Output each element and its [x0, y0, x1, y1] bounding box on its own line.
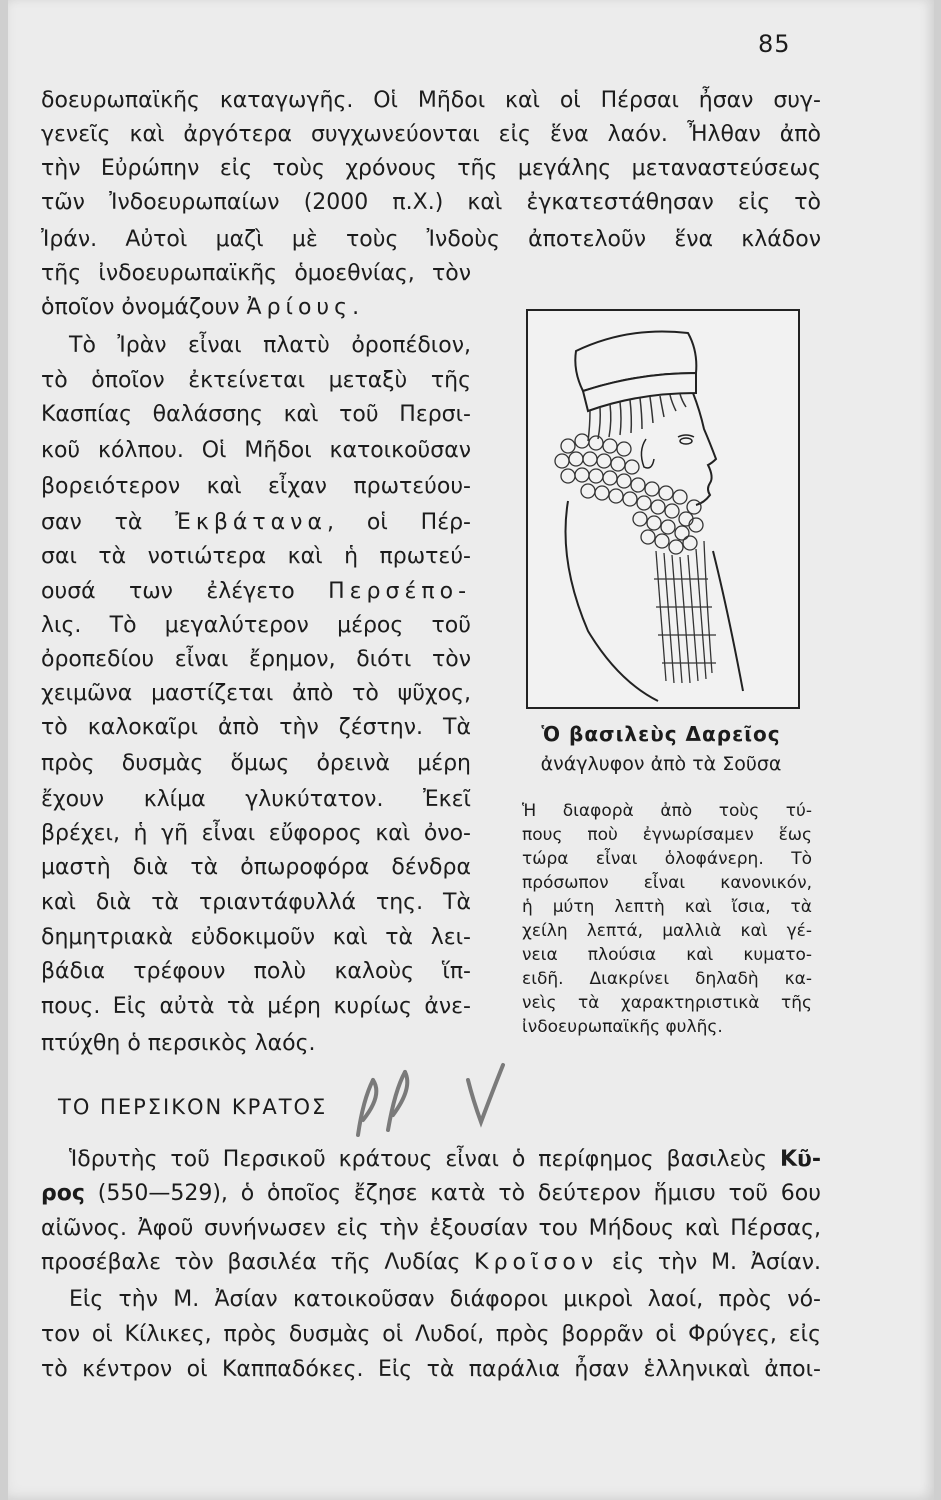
- note-line: πους ποὺ ἐγνωρίσαμεν ἕως: [522, 825, 812, 845]
- text-line: τῆς ἰνδοευρωπαϊκῆς ὁμοεθνίας, τὸν: [41, 261, 471, 286]
- text-line: ὁποῖον ὀνομάζουν Ἀρίους.: [41, 295, 365, 320]
- text-line: πρὸς δυσμὰς ὅμως ὀρεινὰ μέρη: [41, 751, 471, 776]
- figure-caption-title: Ὁ βασιλεὺς Δαρεῖος: [541, 722, 781, 746]
- text-line: δημητριακὰ εὐδοκιμοῦν καὶ τὰ λει-: [41, 925, 471, 950]
- text-line: βάδια τρέφουν πολὺ καλοὺς ἵπ-: [41, 959, 471, 984]
- page-number: 85: [758, 30, 791, 58]
- text-line: πους. Εἰς αὐτὰ τὰ μέρη κυρίως ἀνε-: [41, 994, 471, 1019]
- spaced-word: Κροῖσον: [474, 1250, 599, 1275]
- spaced-word: Ἐκβάτανα: [175, 510, 327, 535]
- portrait-drawing: [528, 311, 798, 707]
- pencil-marks: [343, 1060, 513, 1150]
- note-line: νεὶς τὰ χαρακτηριστικὰ τῆς: [522, 993, 812, 1013]
- note-line: τώρα εἶναι ὁλοφάνερη. Τὸ: [522, 849, 812, 869]
- note-line: νεια πλούσια καὶ κυματο-: [522, 945, 812, 965]
- spaced-word: Ἀρίους.: [246, 295, 365, 320]
- text-line: Εἰς τὴν Μ. Ἀσίαν κατοικοῦσαν διάφοροι μικροὶ λαοί, πρὸς νό-: [69, 1287, 821, 1312]
- text-line: τον οἱ Κίλικες, πρὸς δυσμὰς οἱ Λυδοί, πρὸς βορρᾶν οἱ Φρύγες, εἰς: [41, 1322, 821, 1347]
- text-line: αἰῶνος. Ἀφοῦ συνήνωσεν εἰς τὴν ἐξουσίαν του Μήδους καὶ Πέρσας,: [41, 1216, 821, 1241]
- spaced-word: Περσέπο-: [328, 579, 472, 604]
- text-line: πτύχθη ὁ περσικὸς λαός.: [41, 1031, 316, 1056]
- text-line: σαν τὰ Ἐκβάτανα, οἱ Πέρ-: [41, 510, 471, 535]
- text-line: χειμῶνα μαστίζεται ἀπὸ τὸ ψῦχος,: [41, 681, 471, 706]
- text-line: Κασπίας θαλάσσης καὶ τοῦ Περσι-: [41, 402, 471, 427]
- note-line: ἰνδοευρωπαϊκῆς φυλῆς.: [522, 1017, 723, 1037]
- text-line: Ἰράν. Αὐτοὶ μαζὶ μὲ τοὺς Ἰνδοὺς ἀποτελοῦν ἕνα κλάδον: [41, 227, 821, 252]
- text-line: γενεῖς καὶ ἀργότερα συγχωνεύονται εἰς ἕνα λαόν. Ἦλθαν ἀπὸ: [41, 122, 821, 147]
- text-line: Τὸ Ἰρὰν εἶναι πλατὺ ὀροπέδιον,: [69, 333, 471, 358]
- book-page: [8, 0, 934, 1500]
- text-line: λις. Τὸ μεγαλύτερον μέρος τοῦ: [41, 613, 471, 638]
- text-line: βρέχει, ἡ γῆ εἶναι εὔφορος καὶ ὀνο-: [41, 821, 471, 846]
- text-line: μαστὴ διὰ τὰ ὀπωροφόρα δένδρα: [41, 855, 471, 880]
- text-line: ουσά των ἐλέγετο Περσέπο-: [41, 579, 472, 604]
- darius-relief-illustration: [526, 309, 800, 709]
- text-line: δοευρωπαϊκῆς καταγωγῆς. Οἱ Μῆδοι καὶ οἱ Πέρσαι ἦσαν συγ-: [41, 88, 821, 113]
- note-line: ειδῆ. Διακρίνει δηλαδὴ κα-: [522, 969, 812, 989]
- section-heading: ΤΟ ΠΕΡΣΙΚΟΝ ΚΡΑΤΟΣ: [58, 1095, 328, 1119]
- note-line: χείλη λεπτά, μαλλιὰ καὶ γέ-: [522, 921, 812, 941]
- text-line: ἔχουν κλίμα γλυκύτατον. Ἐκεῖ: [41, 787, 471, 812]
- text-line: κοῦ κόλπου. Οἱ Μῆδοι κατοικοῦσαν: [41, 438, 471, 463]
- text-line: ὀροπεδίου εἶναι ἔρημον, διότι τὸν: [41, 647, 471, 672]
- text-line: σαι τὰ νοτιώτερα καὶ ἡ πρωτεύ-: [41, 544, 471, 569]
- note-line: Ἡ διαφορὰ ἀπὸ τοὺς τύ-: [522, 801, 812, 821]
- text-line: τὸ κέντρον οἱ Καππαδόκες. Εἰς τὰ παράλια ἦσαν ἑλληνικαὶ ἀποι-: [41, 1357, 821, 1382]
- note-line: πρόσωπον εἶναι κανονικόν,: [522, 873, 812, 893]
- text-line: τῶν Ἰνδοευρωπαίων (2000 π.Χ.) καὶ ἐγκατεστάθησαν εἰς τὸ: [41, 190, 821, 215]
- text-line: καὶ διὰ τὰ τριαντάφυλλά της. Τὰ: [41, 890, 471, 915]
- text-line: Ἱδρυτὴς τοῦ Περσικοῦ κράτους εἶναι ὁ περίφημος βασιλεὺς Κῦ-: [69, 1147, 821, 1172]
- text-line: τὴν Εὐρώπην εἰς τοὺς χρόνους τῆς μεγάλης μεταναστεύσεως: [41, 156, 821, 181]
- text-line: βορειότερον καὶ εἶχαν πρωτεύου-: [41, 474, 471, 499]
- text-line: ρος (550—529), ὁ ὁποῖος ἔζησε κατὰ τὸ δεύτερον ἥμισυ τοῦ 6ου: [41, 1181, 821, 1206]
- text-line: τὸ καλοκαῖρι ἀπὸ τὴν ζέστην. Τὰ: [41, 715, 471, 740]
- text-line: προσέβαλε τὸν βασιλέα τῆς Λυδίας Κροῖσον εἰς τὴν Μ. Ἀσίαν.: [41, 1250, 822, 1275]
- note-line: ἡ μύτη λεπτὴ καὶ ἴσια, τὰ: [522, 897, 812, 917]
- text-line: τὸ ὁποῖον ἐκτείνεται μεταξὺ τῆς: [41, 368, 471, 393]
- figure-caption-subtitle: ἀνάγλυφον ἀπὸ τὰ Σοῦσα: [540, 753, 782, 775]
